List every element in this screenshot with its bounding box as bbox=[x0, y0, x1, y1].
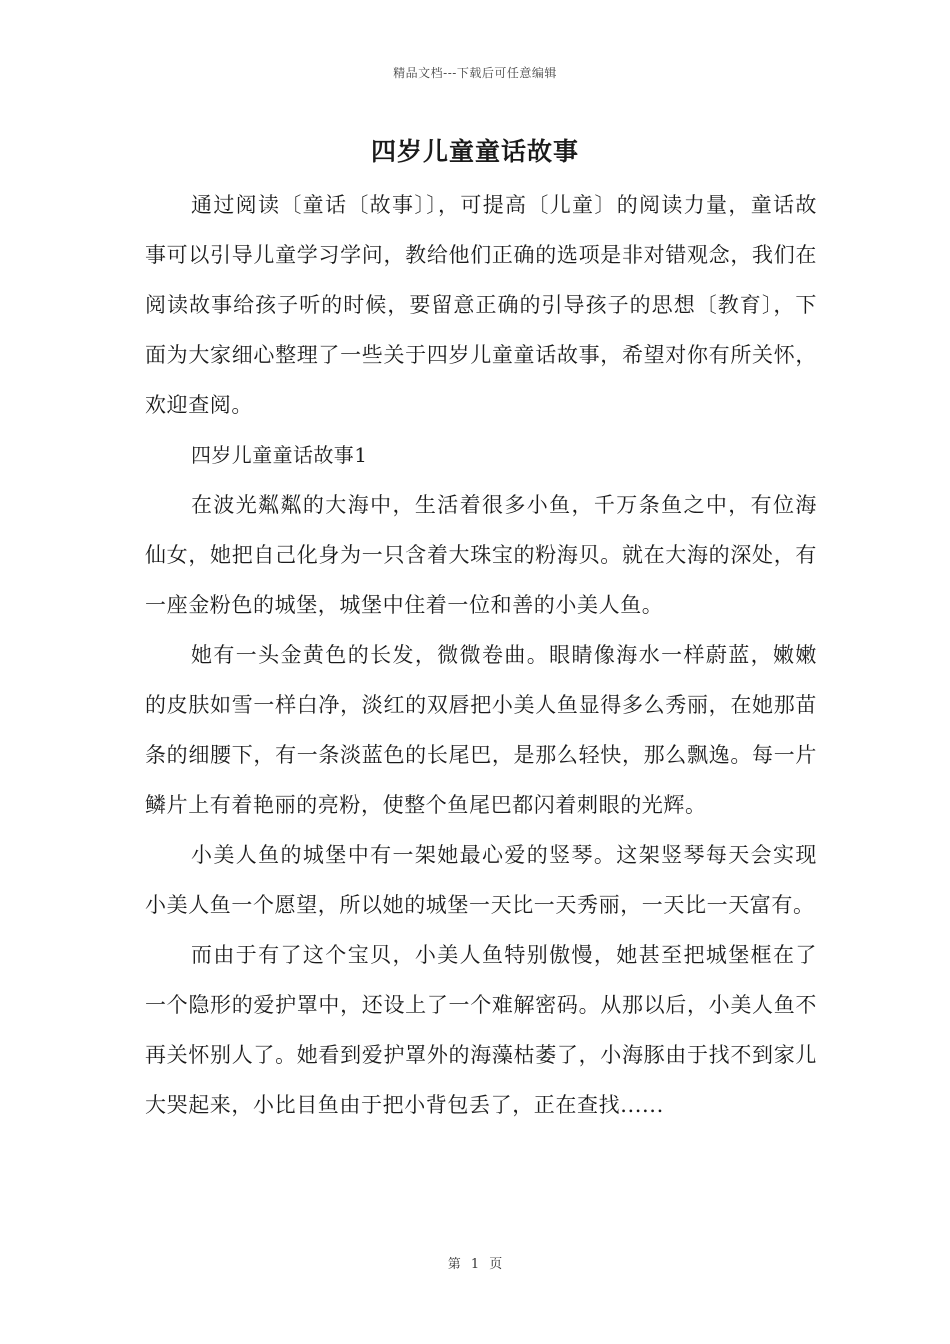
document-body bbox=[145, 180, 817, 1130]
page-header: 精品文档---下载后可任意编辑 bbox=[393, 66, 557, 80]
document-title: 四岁儿童童话故事 bbox=[370, 137, 579, 166]
story-paragraph: 在波光粼粼的大海中，生活着很多小鱼，千万条鱼之中，有位海仙女，她把自己化身为一只含着大珠宝的粉海贝。就在大海的深处，有一座金粉色的城堡，城堡中住着一位和善的小美人鱼。 bbox=[145, 493, 817, 617]
story-paragraph: 而由于有了这个宝贝，小美人鱼特别傲慢，她甚至把城堡框在了一个隐形的爱护罩中，还设上了一个难解密码。从那以后，小美人鱼不再关怀别人了。她看到爱护罩外的海藻枯萎了，小海豚由于找不到家儿大哭起来，小比目鱼由于把小背包丢了，正在查找...... bbox=[145, 943, 817, 1117]
story-paragraph: 她有一头金黄色的长发，微微卷曲。眼睛像海水一样蔚蓝，嫩嫩的皮肤如雪一样白净，淡红的双唇把小美人鱼显得多么秀丽，在她那苗条的细腰下，有一条淡蓝色的长尾巴，是那么轻快，那么飘逸。每一片鳞片上有着艳丽的亮粉，使整个鱼尾巴都闪着刺眼的光辉。 bbox=[145, 643, 817, 817]
page-number: 第 1 页 bbox=[447, 1257, 503, 1272]
section-heading: 四岁儿童童话故事1 bbox=[191, 443, 368, 467]
intro-paragraph: 通过阅读〔童话〔故事〕〕，可提高〔儿童〕的阅读力量，童话故事可以引导儿童学习学问，教给他们正确的选项是非对错观念，我们在阅读故事给孩子听的时候，要留意正确的引导孩子的思想〔教育〕，下面为大家细心整理了一些关于四岁儿童童话故事，希望对你有所关怀，欢迎查阅。 bbox=[145, 193, 817, 417]
story-paragraph: 小美人鱼的城堡中有一架她最心爱的竖琴。这架竖琴每天会实现小美人鱼一个愿望，所以她的城堡一天比一天秀丽，一天比一天富有。 bbox=[145, 843, 817, 917]
